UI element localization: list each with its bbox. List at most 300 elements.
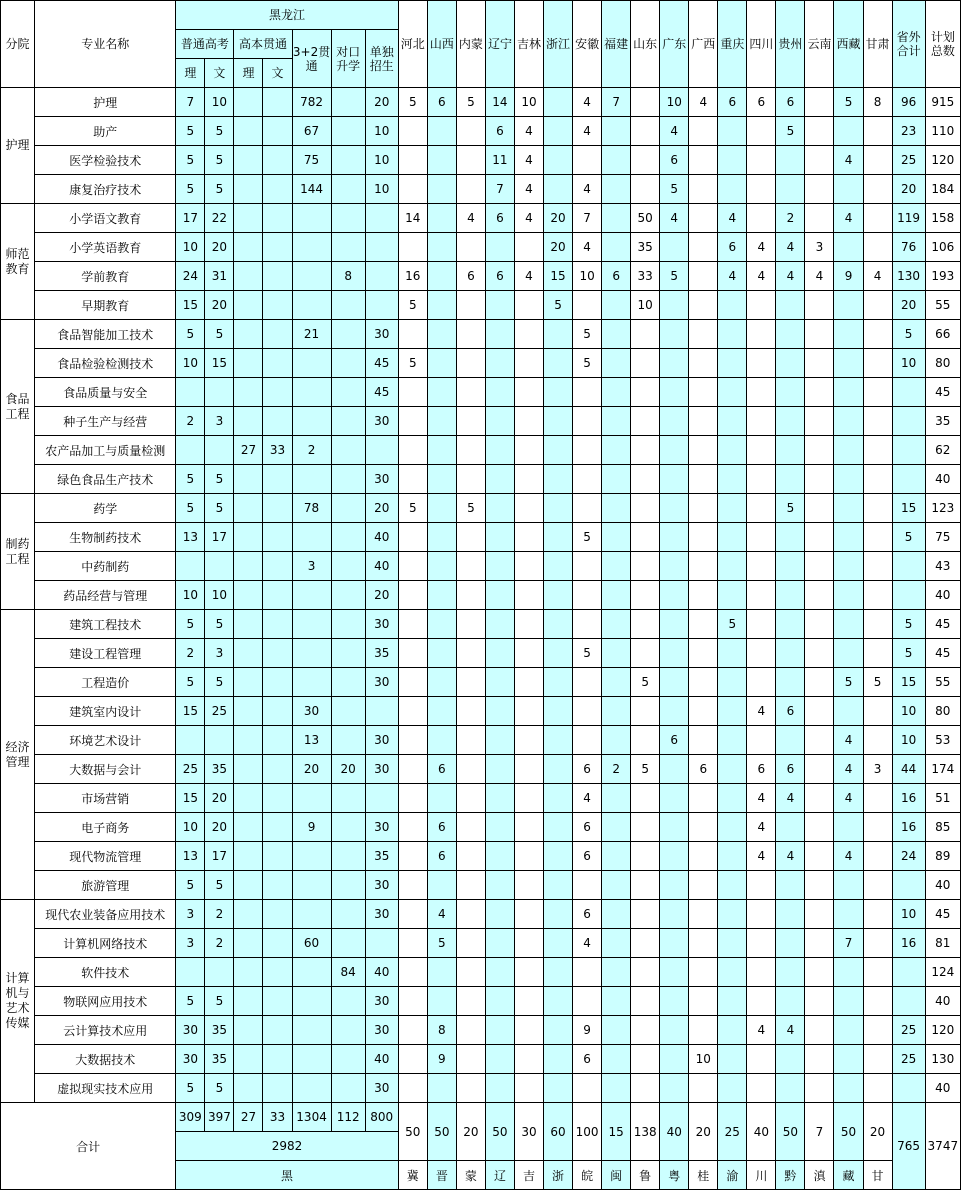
- value-cell: [234, 88, 263, 117]
- value-cell: [747, 610, 776, 639]
- value-cell: [573, 291, 602, 320]
- value-cell: [263, 378, 292, 407]
- value-cell: 62: [925, 436, 960, 465]
- major-name: 康复治疗技术: [35, 175, 176, 204]
- value-cell: 17: [205, 842, 234, 871]
- value-cell: [514, 233, 543, 262]
- value-cell: [292, 1016, 331, 1045]
- table-row: [1, 639, 961, 668]
- value-cell: 4: [747, 813, 776, 842]
- value-cell: [718, 639, 747, 668]
- total-province-abbr: 粤: [660, 1161, 689, 1190]
- value-cell: [834, 320, 863, 349]
- value-cell: [660, 813, 689, 842]
- value-cell: [834, 1074, 863, 1103]
- header-province: 浙江: [544, 1, 573, 88]
- value-cell: 33: [263, 436, 292, 465]
- value-cell: 5: [427, 929, 456, 958]
- value-cell: [689, 639, 718, 668]
- total-label: 合计: [1, 1103, 176, 1190]
- value-cell: 9: [573, 1016, 602, 1045]
- value-cell: 4: [834, 204, 863, 233]
- header-wen: 文: [205, 59, 234, 88]
- major-name: 建设工程管理: [35, 639, 176, 668]
- value-cell: 10: [892, 900, 925, 929]
- value-cell: [398, 407, 427, 436]
- value-cell: 45: [365, 378, 398, 407]
- value-cell: 6: [747, 88, 776, 117]
- value-cell: [689, 900, 718, 929]
- value-cell: [263, 958, 292, 987]
- value-cell: 5: [176, 320, 205, 349]
- value-cell: [427, 581, 456, 610]
- value-cell: [427, 117, 456, 146]
- value-cell: [602, 900, 631, 929]
- value-cell: [456, 987, 485, 1016]
- value-cell: [863, 552, 892, 581]
- value-cell: [834, 958, 863, 987]
- total-province-value: 20: [689, 1103, 718, 1161]
- value-cell: [863, 117, 892, 146]
- table-row: [1, 813, 961, 842]
- value-cell: [660, 407, 689, 436]
- value-cell: [602, 1016, 631, 1045]
- value-cell: [602, 958, 631, 987]
- value-cell: [718, 1016, 747, 1045]
- value-cell: [456, 320, 485, 349]
- value-cell: [602, 204, 631, 233]
- value-cell: [747, 291, 776, 320]
- value-cell: [544, 813, 573, 842]
- value-cell: [514, 900, 543, 929]
- value-cell: [234, 407, 263, 436]
- value-cell: [331, 726, 365, 755]
- value-cell: 106: [925, 233, 960, 262]
- table-row: [1, 610, 961, 639]
- value-cell: [456, 813, 485, 842]
- value-cell: 44: [892, 755, 925, 784]
- value-cell: [292, 523, 331, 552]
- value-cell: 5: [205, 465, 234, 494]
- value-cell: 6: [776, 755, 805, 784]
- value-cell: [398, 871, 427, 900]
- value-cell: 31: [205, 262, 234, 291]
- value-cell: 4: [776, 784, 805, 813]
- value-cell: [660, 349, 689, 378]
- table-row: [1, 88, 961, 117]
- header-jihua: 计划总数: [925, 1, 960, 88]
- value-cell: [398, 523, 427, 552]
- header-province: 福建: [602, 1, 631, 88]
- value-cell: [689, 146, 718, 175]
- value-cell: [805, 842, 834, 871]
- value-cell: [485, 436, 514, 465]
- total-province-value: 20: [863, 1103, 892, 1161]
- value-cell: [602, 436, 631, 465]
- value-cell: 24: [892, 842, 925, 871]
- value-cell: [718, 465, 747, 494]
- value-cell: 6: [660, 726, 689, 755]
- value-cell: [689, 987, 718, 1016]
- value-cell: 20: [892, 291, 925, 320]
- header-province: 贵州: [776, 1, 805, 88]
- major-name: 医学检验技术: [35, 146, 176, 175]
- table-row: [1, 1045, 961, 1074]
- value-cell: [398, 1016, 427, 1045]
- value-cell: 45: [925, 900, 960, 929]
- value-cell: 35: [205, 1016, 234, 1045]
- value-cell: [263, 813, 292, 842]
- value-cell: 5: [205, 871, 234, 900]
- value-cell: 4: [834, 784, 863, 813]
- value-cell: [234, 639, 263, 668]
- value-cell: [398, 668, 427, 697]
- value-cell: [892, 581, 925, 610]
- total-jihua: 3747: [925, 1103, 960, 1190]
- value-cell: [234, 523, 263, 552]
- value-cell: [205, 552, 234, 581]
- value-cell: [292, 581, 331, 610]
- value-cell: [292, 233, 331, 262]
- value-cell: [398, 175, 427, 204]
- value-cell: 4: [776, 233, 805, 262]
- total-province-value: 50: [427, 1103, 456, 1161]
- value-cell: [834, 291, 863, 320]
- value-cell: 2: [205, 900, 234, 929]
- value-cell: [292, 900, 331, 929]
- value-cell: [602, 726, 631, 755]
- value-cell: [427, 378, 456, 407]
- value-cell: 5: [776, 117, 805, 146]
- value-cell: [747, 1045, 776, 1074]
- value-cell: [631, 726, 660, 755]
- value-cell: [485, 1016, 514, 1045]
- value-cell: 40: [925, 465, 960, 494]
- value-cell: [365, 204, 398, 233]
- value-cell: [234, 871, 263, 900]
- value-cell: [456, 291, 485, 320]
- value-cell: [427, 987, 456, 1016]
- value-cell: 5: [205, 117, 234, 146]
- value-cell: 110: [925, 117, 960, 146]
- value-cell: [776, 291, 805, 320]
- value-cell: [776, 610, 805, 639]
- value-cell: [514, 407, 543, 436]
- value-cell: [776, 1045, 805, 1074]
- value-cell: 5: [176, 987, 205, 1016]
- value-cell: 40: [925, 1074, 960, 1103]
- value-cell: 4: [747, 842, 776, 871]
- value-cell: 6: [602, 262, 631, 291]
- value-cell: [427, 146, 456, 175]
- value-cell: 6: [427, 842, 456, 871]
- value-cell: [776, 552, 805, 581]
- value-cell: [485, 610, 514, 639]
- value-cell: 4: [747, 233, 776, 262]
- value-cell: [631, 117, 660, 146]
- value-cell: [331, 494, 365, 523]
- value-cell: [660, 929, 689, 958]
- value-cell: 40: [925, 871, 960, 900]
- value-cell: [263, 494, 292, 523]
- value-cell: [689, 726, 718, 755]
- major-name: 环境艺术设计: [35, 726, 176, 755]
- value-cell: [331, 378, 365, 407]
- value-cell: [263, 871, 292, 900]
- value-cell: [263, 1016, 292, 1045]
- value-cell: [776, 523, 805, 552]
- value-cell: [863, 436, 892, 465]
- value-cell: [776, 813, 805, 842]
- value-cell: 4: [514, 146, 543, 175]
- value-cell: [456, 233, 485, 262]
- table-row: [1, 1074, 961, 1103]
- value-cell: [331, 204, 365, 233]
- value-cell: [263, 465, 292, 494]
- value-cell: [573, 726, 602, 755]
- value-cell: [776, 581, 805, 610]
- value-cell: [689, 233, 718, 262]
- value-cell: 5: [205, 668, 234, 697]
- value-cell: 120: [925, 1016, 960, 1045]
- value-cell: 6: [485, 204, 514, 233]
- header-shengwai: 省外合计: [892, 1, 925, 88]
- value-cell: [660, 465, 689, 494]
- header-dandu: 单独招生: [365, 30, 398, 88]
- table-row: [1, 755, 961, 784]
- value-cell: 53: [925, 726, 960, 755]
- total-hlj-value: 1304: [292, 1103, 331, 1132]
- value-cell: [331, 871, 365, 900]
- value-cell: [263, 146, 292, 175]
- value-cell: 5: [205, 175, 234, 204]
- value-cell: 4: [776, 842, 805, 871]
- value-cell: 20: [892, 175, 925, 204]
- value-cell: 40: [925, 987, 960, 1016]
- value-cell: [514, 726, 543, 755]
- value-cell: 14: [398, 204, 427, 233]
- value-cell: [544, 465, 573, 494]
- value-cell: [863, 639, 892, 668]
- value-cell: 30: [292, 697, 331, 726]
- value-cell: 5: [398, 291, 427, 320]
- value-cell: [331, 1016, 365, 1045]
- value-cell: [718, 117, 747, 146]
- value-cell: [544, 697, 573, 726]
- header-gaoben: 高本贯通: [234, 30, 292, 59]
- value-cell: [292, 871, 331, 900]
- value-cell: [427, 958, 456, 987]
- major-name: 农产品加工与质量检测: [35, 436, 176, 465]
- value-cell: [718, 436, 747, 465]
- value-cell: [776, 958, 805, 987]
- table-row: [1, 929, 961, 958]
- value-cell: 119: [892, 204, 925, 233]
- value-cell: [263, 552, 292, 581]
- value-cell: [718, 987, 747, 1016]
- value-cell: [863, 1045, 892, 1074]
- value-cell: [263, 1074, 292, 1103]
- value-cell: [427, 436, 456, 465]
- value-cell: [398, 146, 427, 175]
- value-cell: [331, 900, 365, 929]
- value-cell: [234, 958, 263, 987]
- value-cell: [834, 117, 863, 146]
- value-cell: 20: [544, 204, 573, 233]
- value-cell: 5: [456, 88, 485, 117]
- value-cell: 8: [331, 262, 365, 291]
- value-cell: [176, 436, 205, 465]
- value-cell: [398, 233, 427, 262]
- value-cell: [863, 204, 892, 233]
- value-cell: [514, 987, 543, 1016]
- value-cell: [398, 900, 427, 929]
- value-cell: [485, 465, 514, 494]
- value-cell: [805, 320, 834, 349]
- value-cell: [427, 494, 456, 523]
- value-cell: [234, 320, 263, 349]
- value-cell: [331, 784, 365, 813]
- value-cell: [544, 436, 573, 465]
- value-cell: 5: [456, 494, 485, 523]
- value-cell: [631, 88, 660, 117]
- value-cell: 4: [514, 204, 543, 233]
- value-cell: 15: [892, 668, 925, 697]
- value-cell: [331, 320, 365, 349]
- value-cell: [660, 871, 689, 900]
- value-cell: [263, 668, 292, 697]
- value-cell: [689, 784, 718, 813]
- value-cell: [263, 697, 292, 726]
- value-cell: [631, 175, 660, 204]
- major-name: 建筑工程技术: [35, 610, 176, 639]
- value-cell: 5: [573, 349, 602, 378]
- value-cell: [863, 871, 892, 900]
- value-cell: [544, 175, 573, 204]
- value-cell: 4: [747, 784, 776, 813]
- total-province-abbr: 川: [747, 1161, 776, 1190]
- major-name: 护理: [35, 88, 176, 117]
- major-name: 种子生产与经营: [35, 407, 176, 436]
- value-cell: [747, 494, 776, 523]
- value-cell: [427, 784, 456, 813]
- value-cell: 96: [892, 88, 925, 117]
- value-cell: 30: [365, 726, 398, 755]
- value-cell: 30: [365, 407, 398, 436]
- value-cell: [602, 494, 631, 523]
- value-cell: 4: [573, 175, 602, 204]
- value-cell: 5: [834, 668, 863, 697]
- value-cell: [805, 1074, 834, 1103]
- value-cell: 174: [925, 755, 960, 784]
- value-cell: [544, 1074, 573, 1103]
- value-cell: [573, 610, 602, 639]
- value-cell: [660, 233, 689, 262]
- value-cell: 30: [176, 1016, 205, 1045]
- total-province-value: 7: [805, 1103, 834, 1161]
- value-cell: [427, 465, 456, 494]
- value-cell: [776, 900, 805, 929]
- value-cell: [514, 494, 543, 523]
- value-cell: [427, 552, 456, 581]
- value-cell: 16: [398, 262, 427, 291]
- value-cell: [776, 465, 805, 494]
- header-province: 重庆: [718, 1, 747, 88]
- value-cell: [863, 523, 892, 552]
- value-cell: [718, 871, 747, 900]
- value-cell: [834, 813, 863, 842]
- value-cell: 9: [292, 813, 331, 842]
- value-cell: 10: [514, 88, 543, 117]
- value-cell: [544, 958, 573, 987]
- value-cell: [331, 1074, 365, 1103]
- value-cell: [485, 494, 514, 523]
- value-cell: 4: [427, 900, 456, 929]
- value-cell: [456, 842, 485, 871]
- value-cell: [631, 320, 660, 349]
- value-cell: [292, 204, 331, 233]
- value-cell: [602, 1074, 631, 1103]
- value-cell: [485, 552, 514, 581]
- value-cell: [427, 668, 456, 697]
- table-row: [1, 581, 961, 610]
- value-cell: [176, 726, 205, 755]
- value-cell: 5: [176, 494, 205, 523]
- value-cell: [602, 610, 631, 639]
- value-cell: [718, 291, 747, 320]
- value-cell: 5: [205, 1074, 234, 1103]
- value-cell: 20: [331, 755, 365, 784]
- value-cell: [544, 523, 573, 552]
- value-cell: [631, 1045, 660, 1074]
- header-li: 理: [234, 59, 263, 88]
- value-cell: [456, 755, 485, 784]
- value-cell: 11: [485, 146, 514, 175]
- value-cell: 5: [176, 871, 205, 900]
- value-cell: 40: [365, 552, 398, 581]
- value-cell: [805, 784, 834, 813]
- major-name: 食品检验检测技术: [35, 349, 176, 378]
- value-cell: [398, 842, 427, 871]
- value-cell: [602, 987, 631, 1016]
- value-cell: [863, 610, 892, 639]
- value-cell: [427, 726, 456, 755]
- value-cell: [456, 146, 485, 175]
- value-cell: [834, 1045, 863, 1074]
- table-row: [1, 697, 961, 726]
- value-cell: [776, 378, 805, 407]
- value-cell: 45: [365, 349, 398, 378]
- value-cell: 55: [925, 668, 960, 697]
- value-cell: [689, 262, 718, 291]
- value-cell: 67: [292, 117, 331, 146]
- value-cell: [747, 523, 776, 552]
- value-cell: 2: [602, 755, 631, 784]
- value-cell: [805, 204, 834, 233]
- header-province: 广东: [660, 1, 689, 88]
- value-cell: [689, 697, 718, 726]
- value-cell: [234, 987, 263, 1016]
- total-hlj-sum: 2982: [176, 1132, 398, 1161]
- value-cell: [573, 378, 602, 407]
- value-cell: [398, 610, 427, 639]
- value-cell: [892, 378, 925, 407]
- header-province: 河北: [398, 1, 427, 88]
- value-cell: [456, 1016, 485, 1045]
- value-cell: [834, 494, 863, 523]
- value-cell: [805, 552, 834, 581]
- value-cell: [805, 871, 834, 900]
